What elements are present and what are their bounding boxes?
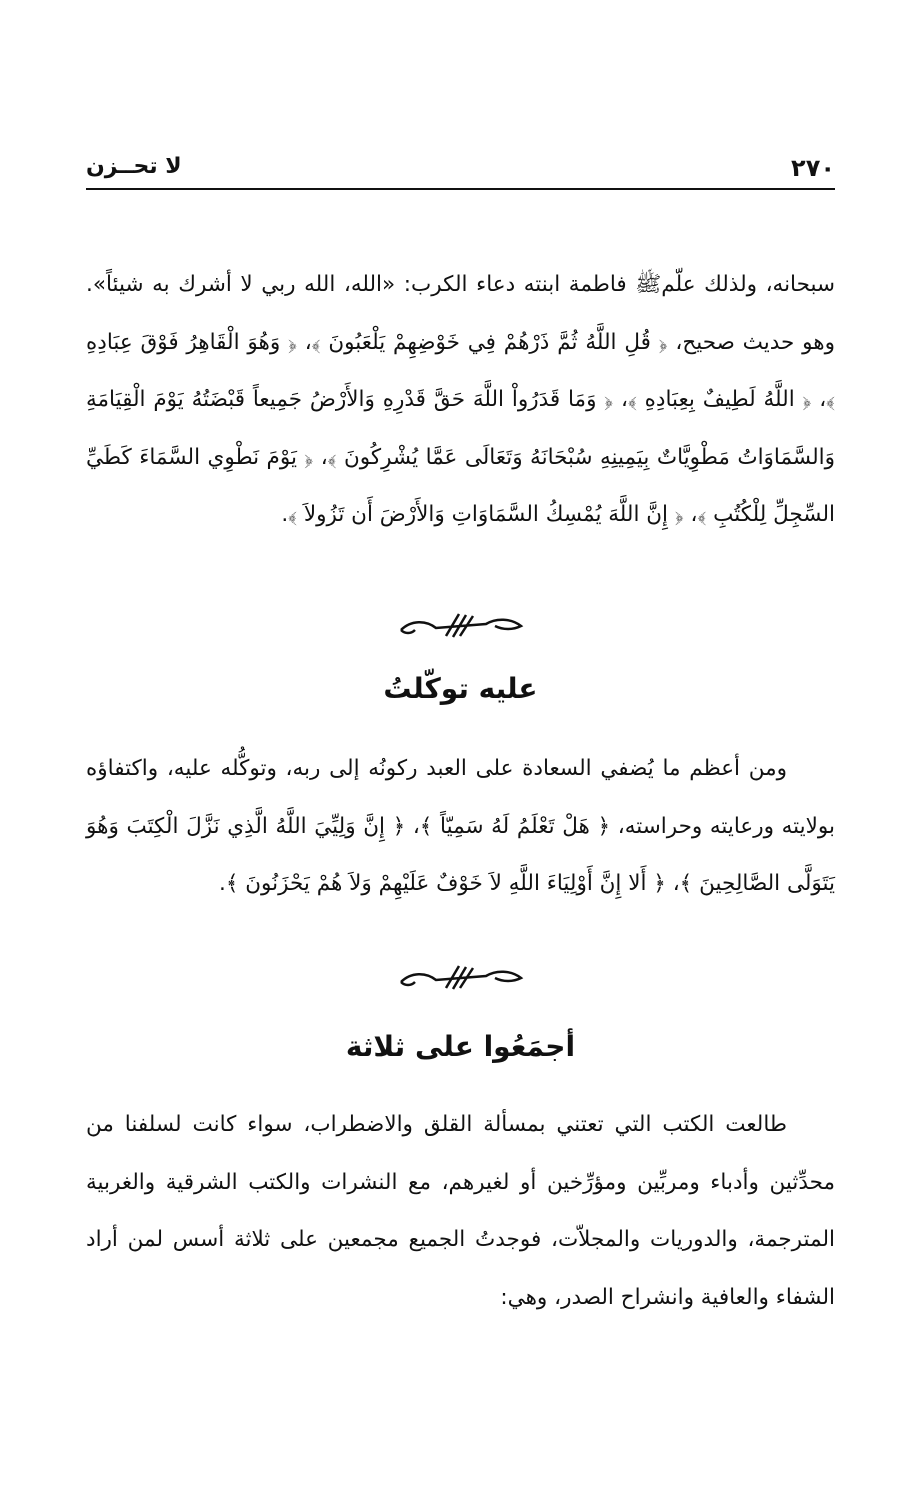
section-1-body [86,256,835,544]
book-title: لا تحــزن [86,154,182,179]
decorative-flourish-icon [0,962,921,994]
paragraph-continuation: سبحانه، ولذلك علّمﷺ فاطمة ابنته دعاء الكرب: «الله، الله ربي لا أشرك به شيئاً». وهو حديث صحيح، ﴿ قُلِ اللَّهُ ثُمَّ ذَرْهُمْ فِي خَوْضِهِمْ يَلْعَبُونَ ﴾، ﴿ وَهُوَ الْقَاهِرُ فَوْقَ عِبَادِهِ ﴾، ﴿ اللَّهُ لَطِيفٌ بِعِبَادِهِ ﴾، ﴿ وَمَا قَدَرُواْ اللَّهَ حَقَّ قَدْرِهِ وَالأَرْضُ جَمِيعاً قَبْضَتُهُ يَوْمَ الْقِيَامَةِ وَالسَّمَاوَاتُ مَطْوِيَّاتٌ بِيَمِينِهِ سُبْحَانَهُ وَتَعَالَى عَمَّا يُشْرِكُونَ ﴾، ﴿ يَوْمَ نَطْوِي السَّمَاءَ كَطَيِّ السِّجِلِّ لِلْكُتُبِ ﴾، ﴿ إِنَّ اللَّهَ يُمْسِكُ السَّمَاوَاتِ وَالأَرْضَ أَن تَزُولاَ ﴾. [86,272,835,527]
paragraph-tawakkul: ومن أعظم ما يُضفي السعادة على العبد ركونُه إلى ربه، وتوكُّله عليه، واكتفاؤه بولايته ورعايته وحراسته، ﴿ هَلْ تَعْلَمُ لَهُ سَمِيّاً ﴾، ﴿ إِنَّ وَلِيِّيَ اللَّهُ الَّذِي نَزَّلَ الْكِتَبَ وَهُوَ يَتَوَلَّى الصَّالِحِينَ ﴾، ﴿ أَلا إِنَّ أَوْلِيَاءَ اللَّهِ لاَ خَوْفٌ عَلَيْهِمْ وَلاَ هُمْ يَحْزَنُونَ ﴾. [86,756,835,896]
decorative-flourish-icon [0,610,921,642]
page-number: ٢٧٠ [791,154,835,182]
section-2-body [86,740,835,913]
section-heading-tawakkul: عليه توكّلتُ [383,672,538,705]
section-heading-three: أجمَعُوا على ثلاثة [345,1030,576,1063]
section-3-body [86,1096,835,1326]
running-header [86,152,835,190]
paragraph-three-foundations: طالعت الكتب التي تعتني بمسألة القلق والاضطراب، سواء كانت لسلفنا من محدِّثين وأدباء ومربِّين ومؤرِّخين أو لغيرهم، مع النشرات والكتب الشرقية والغربية المترجمة، والدوريات والمجلاّت، فوجدتُ الجميع مجمعين على ثلاثة أسس لمن أراد الشفاء والعافية وانشراح الصدر، وهي: [86,1112,835,1310]
